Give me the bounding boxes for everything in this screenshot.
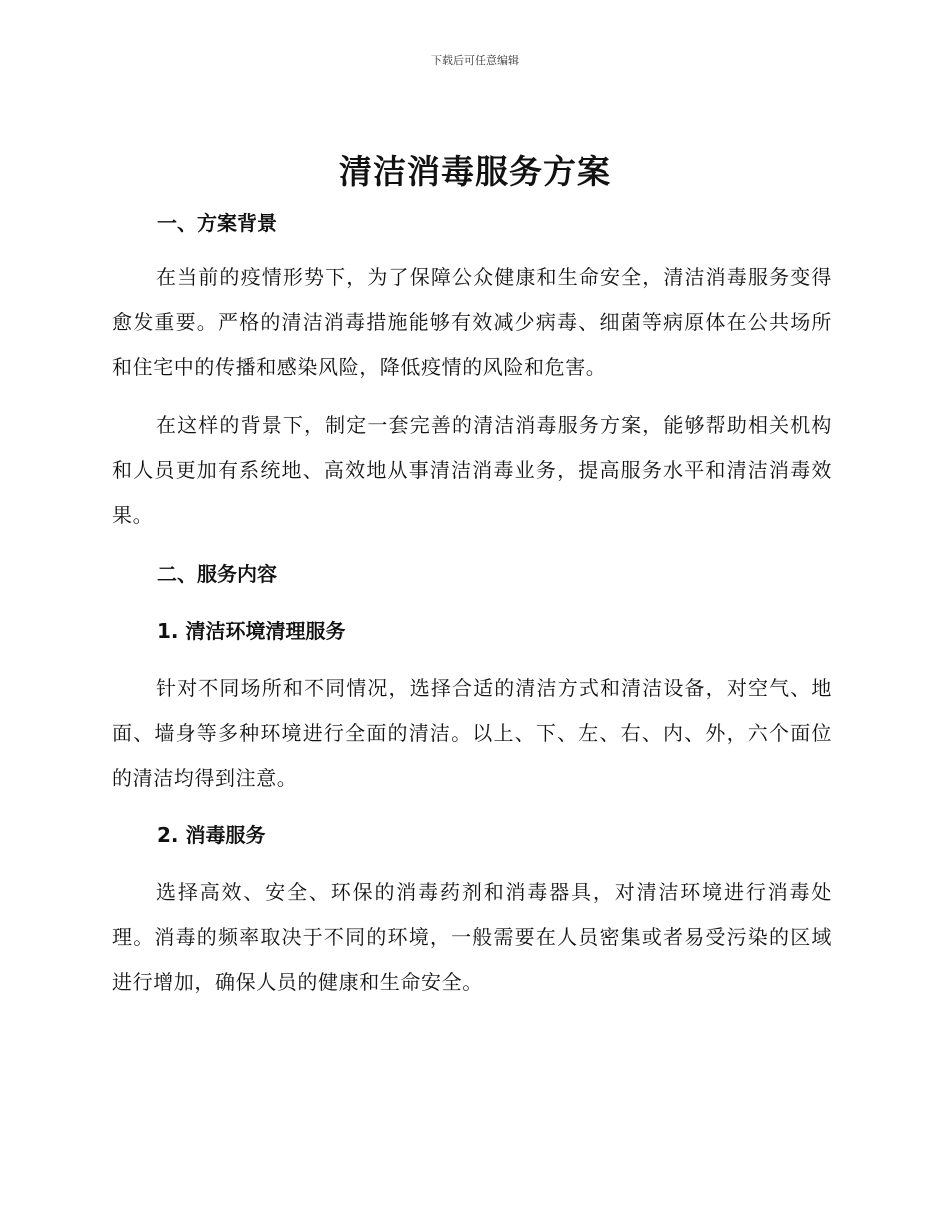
page-header-note: 下载后可任意编辑 bbox=[431, 54, 519, 67]
subsection-2-heading: 2. 消毒服务 bbox=[157, 823, 266, 847]
section-1-heading: 一、方案背景 bbox=[157, 211, 277, 235]
document-title: 清洁消毒服务方案 bbox=[339, 152, 611, 191]
section-2-heading: 二、服务内容 bbox=[157, 562, 277, 586]
subsection-1-heading: 1. 清洁环境清理服务 bbox=[157, 619, 346, 643]
subsection-2-paragraph: 选择高效、安全、环保的消毒药剂和消毒器具，对清洁环境进行消毒处理。消毒的频率取决于不同的环境，一般需要在人员密集或者易受污染的区域进行增加，确保人员的健康和生命安全。 bbox=[112, 880, 832, 994]
section-1-paragraph-1: 在当前的疫情形势下，为了保障公众健康和生命安全，清洁消毒服务变得愈发重要。严格的清洁消毒措施能够有效减少病毒、细菌等病原体在公共场所和住宅中的传播和感染风险，降低疫情的风险和危害。 bbox=[112, 265, 832, 379]
section-1-paragraph-2: 在这样的背景下，制定一套完善的清洁消毒服务方案，能够帮助相关机构和人员更加有系统地、高效地从事清洁消毒业务，提高服务水平和清洁消毒效果。 bbox=[112, 413, 832, 527]
subsection-1-paragraph: 针对不同场所和不同情况，选择合适的清洁方式和清洁设备，对空气、地面、墙身等多种环境进行全面的清洁。以上、下、左、右、内、外，六个面位的清洁均得到注意。 bbox=[112, 676, 832, 790]
